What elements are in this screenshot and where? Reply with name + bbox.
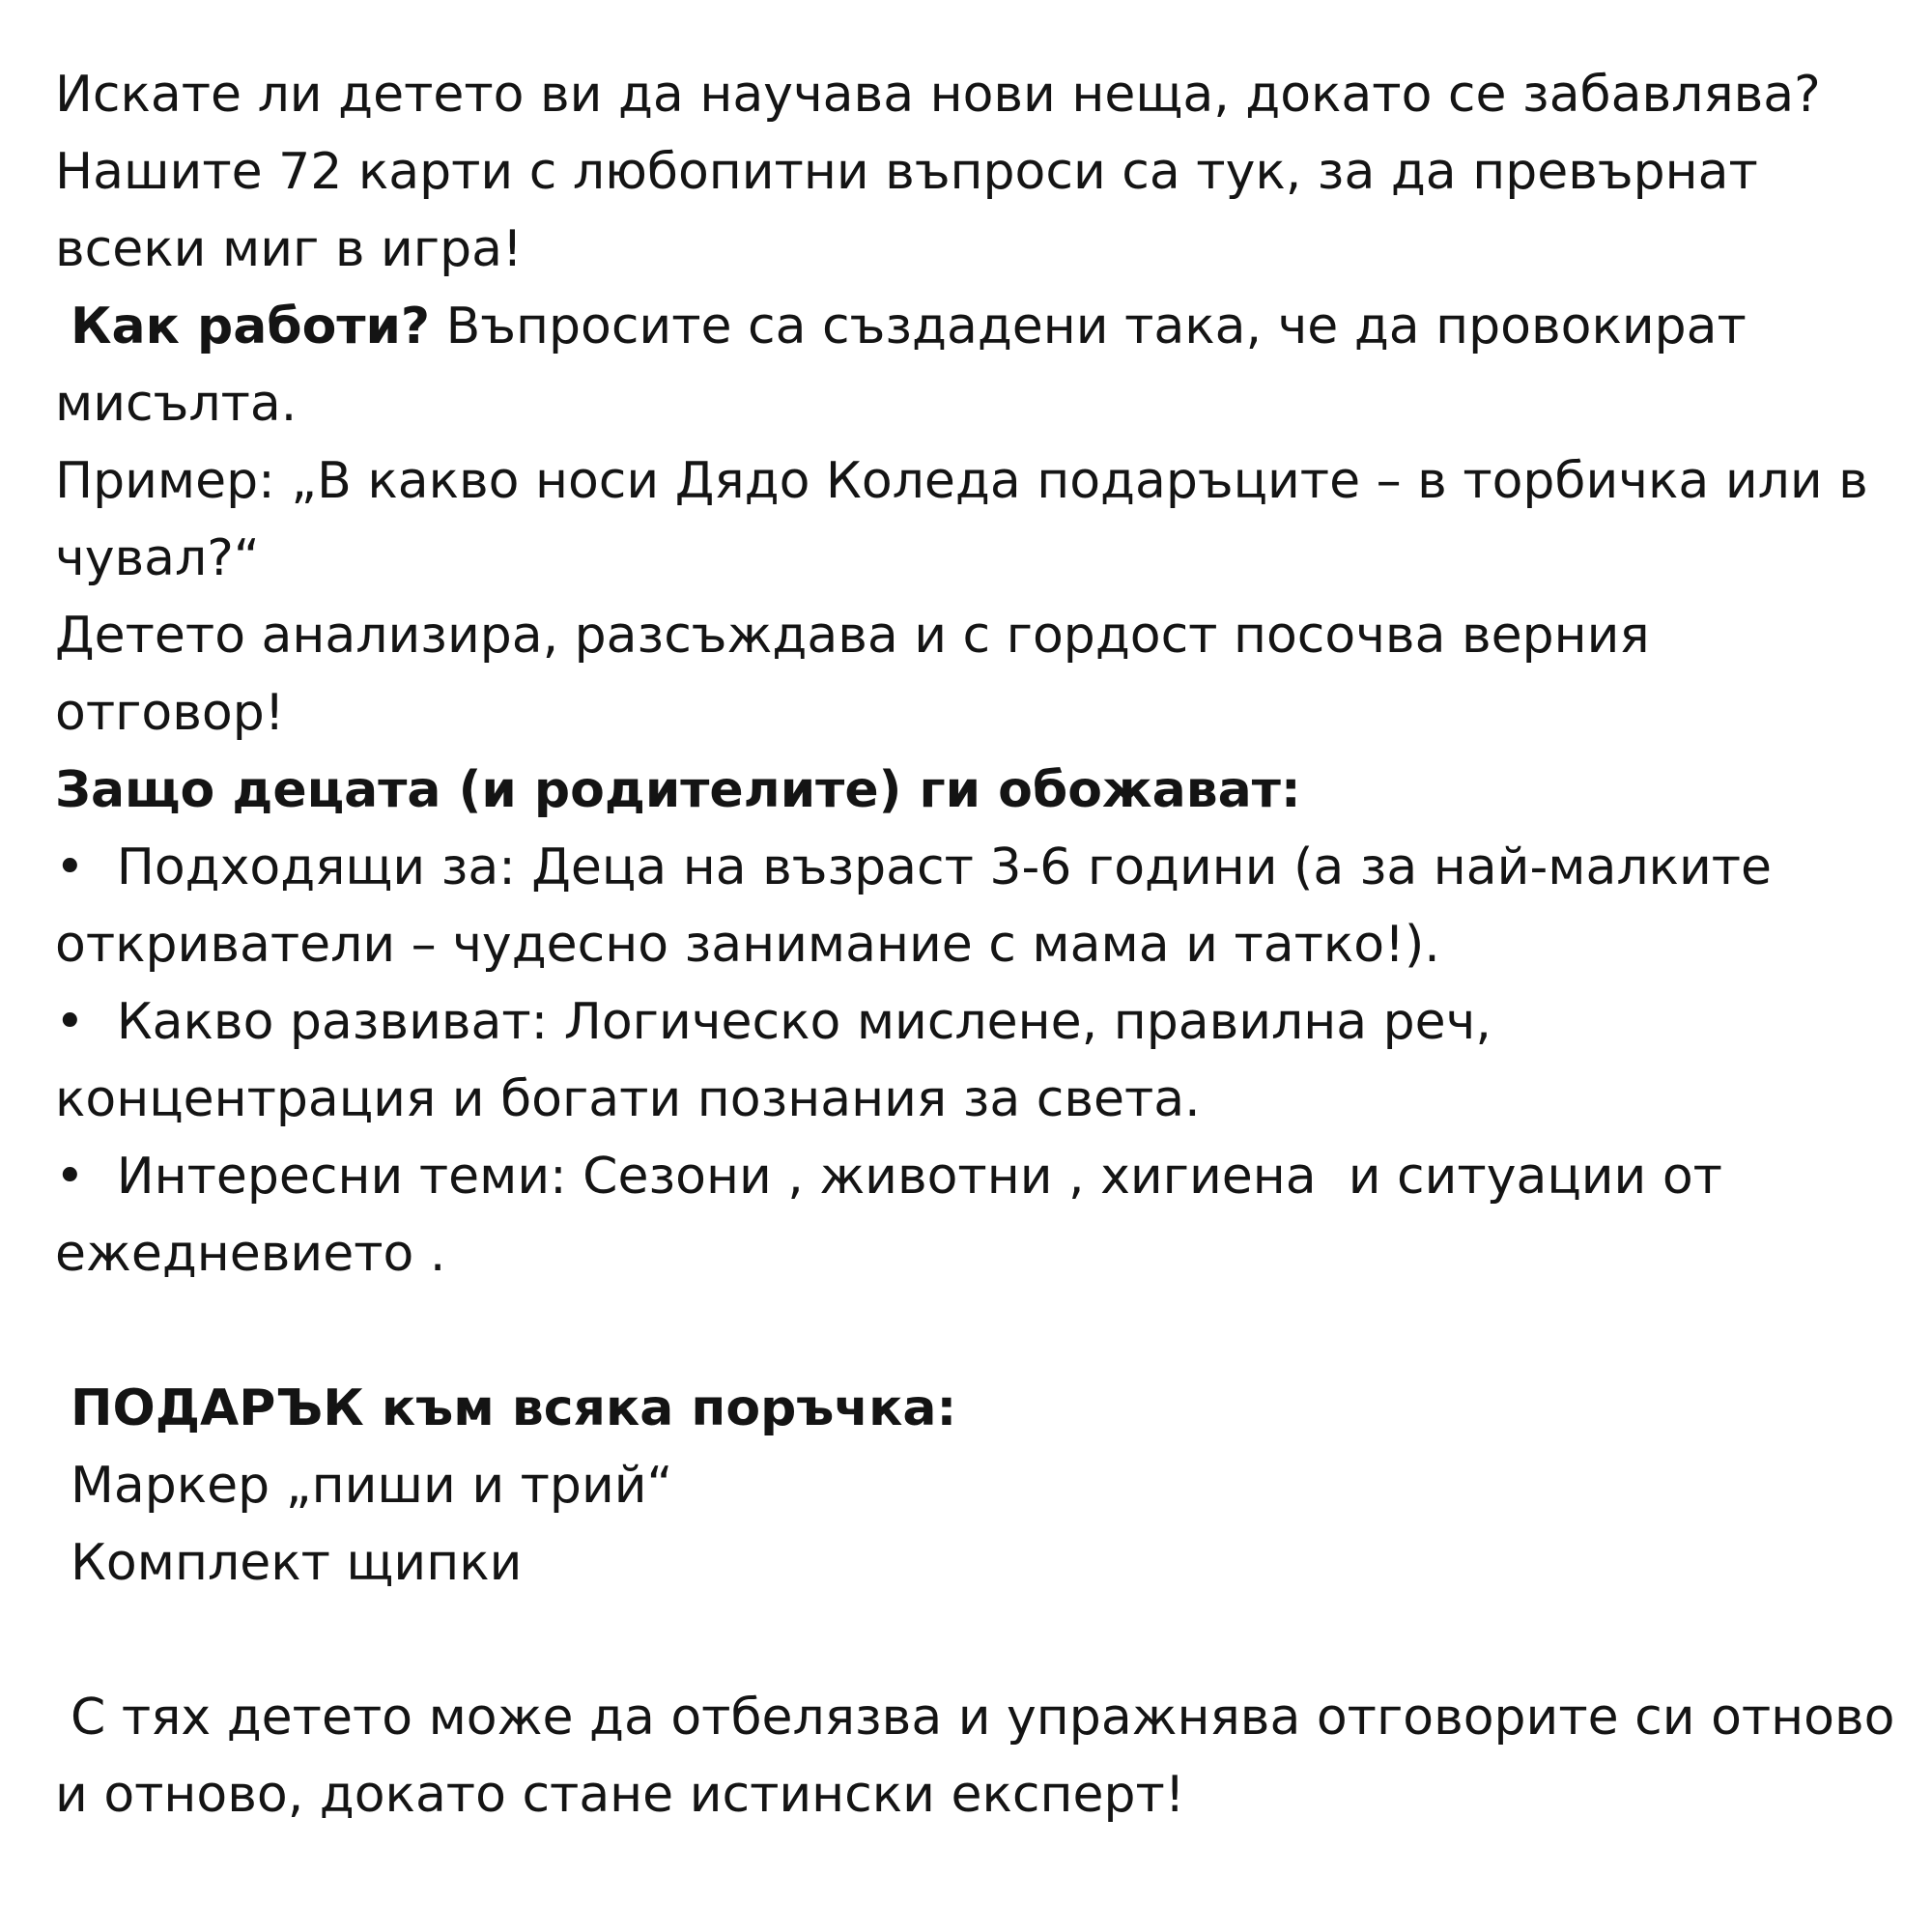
closing-text: С тях детето може да отбелязва и упражнява отговорите си отново [71, 1689, 1895, 1747]
gift-heading-text: ПОДАРЪК към всяка поръчка: [71, 1379, 957, 1437]
benefit-item [55, 983, 1890, 1061]
gift-section [55, 1370, 1890, 1602]
closing-section [55, 1679, 1895, 1833]
how-it-works-text: Въпросите са създадени така, че да провокират [430, 298, 1747, 355]
benefit-text: концентрация и богати познания за света. [55, 1070, 1201, 1128]
how-it-works-heading: Как работи? [71, 298, 431, 355]
benefit-text: откриватели – чудесно занимание с мама и татко!). [55, 916, 1440, 974]
result-text: отговор! [55, 684, 285, 742]
intro-section [55, 56, 1890, 288]
gift-item: Маркер „пиши и трий“ [71, 1457, 673, 1515]
intro-line: всеки миг в игра! [55, 220, 523, 278]
intro-line: Нашите 72 карти с любопитни въпроси са тук, за да превърнат [55, 143, 1758, 201]
benefit-item [55, 1138, 1890, 1215]
benefit-text: Интересни теми: Сезони , животни , хигиена и ситуации от [84, 1148, 1722, 1206]
benefit-text: Какво развиват: Логическо мислене, правилна реч, [84, 993, 1492, 1051]
benefit-text: ежедневието . [55, 1225, 446, 1283]
benefit-text: Подходящи за: Деца на възраст 3-6 години (а за най-малките [84, 838, 1773, 896]
bullet-icon: • [55, 1148, 85, 1206]
how-it-works-section [55, 288, 1890, 752]
why-section [55, 752, 1890, 1293]
gift-heading [55, 1370, 1890, 1447]
why-heading [55, 752, 1890, 829]
why-heading-text: Защо децата (и родителите) ги обожават: [55, 761, 1301, 819]
benefit-item [55, 829, 1890, 906]
gift-item: Комплект щипки [71, 1534, 523, 1592]
bullet-icon: • [55, 993, 85, 1051]
closing-text: и отново, докато стане истински експерт! [55, 1766, 1185, 1824]
example-text: чувал?“ [55, 529, 260, 587]
result-text: Детето анализира, разсъждава и с гордост посочва верния [55, 607, 1650, 665]
example-text: Пример: „В какво носи Дядо Коледа подаръците – в торбичка или в [55, 452, 1868, 510]
how-it-works-text: мисълта. [55, 375, 298, 433]
intro-line: Искате ли детето ви да научава нови неща, докато се забавлява? [55, 66, 1821, 124]
how-it-works-line [55, 288, 1890, 365]
bullet-icon: • [55, 838, 85, 896]
spacer [55, 1602, 1890, 1679]
spacer [55, 1293, 1890, 1370]
product-description [55, 56, 1895, 1833]
